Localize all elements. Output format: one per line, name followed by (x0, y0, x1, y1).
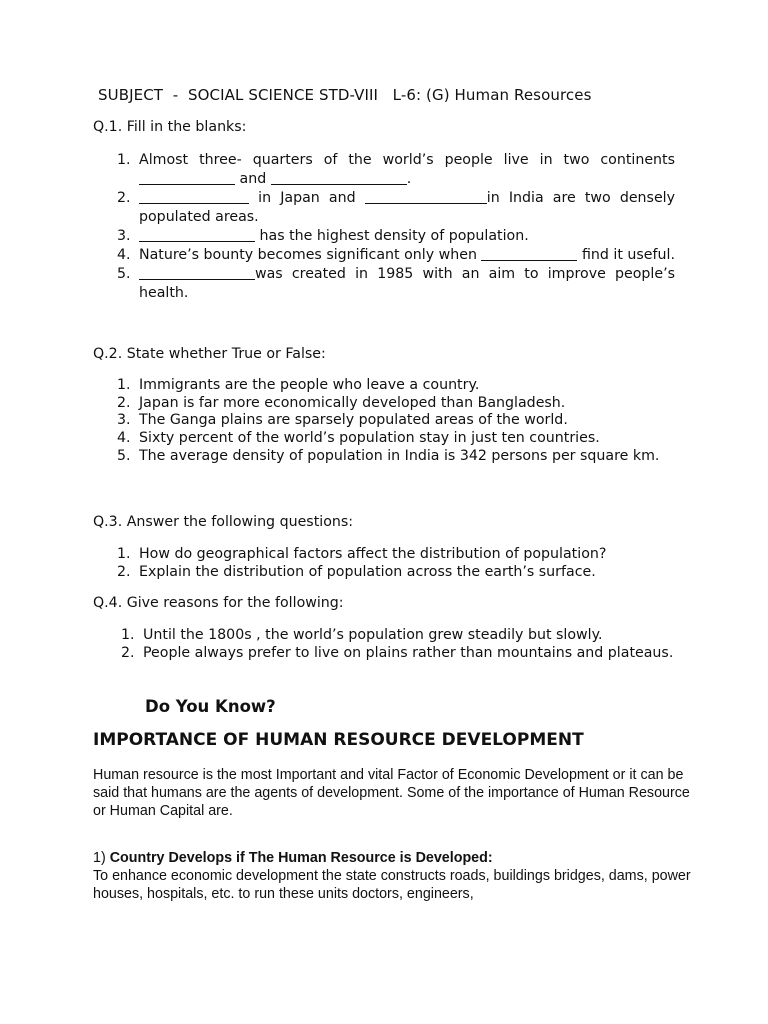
list-item: 2. People always prefer to live on plains rather than mountains and plateaus. (121, 645, 674, 661)
list-item: 1. Until the 1800s , the world’s population grew steadily but slowly. (121, 627, 603, 643)
q4-list (121, 626, 675, 663)
list-item: 4. Sixty percent of the world’s population stay in just ten countries. (117, 429, 600, 446)
q2-heading: Q.2. State whether True or False: (93, 346, 326, 362)
list-item: 1. Almost three- quarters of the world’s people live in two continents and . (117, 152, 675, 187)
section-1 (93, 849, 693, 903)
q3-heading: Q.3. Answer the following questions: (93, 514, 354, 530)
q1-list (117, 151, 676, 303)
q1-heading: Q.1. Fill in the blanks: (93, 119, 247, 135)
list-item: 4. Nature’s bounty becomes significant only when find it useful. (117, 247, 675, 263)
q4-heading: Q.4. Give reasons for the following: (93, 595, 344, 611)
list-item: 1. Immigrants are the people who leave a country. (117, 377, 480, 393)
importance-title: IMPORTANCE OF HUMAN RESOURCE DEVELOPMENT (93, 730, 584, 750)
blank-line (139, 227, 255, 242)
list-item: 5. The average density of population in India is 342 persons per square km. (117, 448, 660, 464)
list-item: 3. The Ganga plains are sparsely populated areas of the world. (117, 412, 568, 428)
subject-header: SUBJECT - SOCIAL SCIENCE STD-VIII L-6: (G) Human Resources (98, 86, 592, 104)
blank-line (271, 170, 407, 185)
list-item: 3. has the highest density of population. (117, 228, 529, 244)
blank-line (139, 265, 255, 280)
blank-line (139, 189, 249, 204)
list-item: 2. Explain the distribution of population across the earth’s surface. (117, 564, 596, 580)
blank-line (365, 189, 487, 204)
list-item: 1. How do geographical factors affect the distribution of population? (117, 546, 607, 562)
list-item: 2. Japan is far more economically developed than Bangladesh. (117, 394, 566, 411)
section-number: 1) (93, 850, 106, 866)
blank-line (139, 170, 235, 185)
list-item: 5. was created in 1985 with an aim to improve people’s health. (117, 266, 675, 301)
section-title: Country Develops if The Human Resource is Developed: (109, 850, 493, 866)
importance-paragraph: Human resource is the most Important and vital Factor of Economic Development or it can be said that humans are the agents of development. Some of the importance of Human Resource or Human Capital are. (93, 767, 690, 819)
section-text: To enhance economic development the state constructs roads, buildings bridges, dams, power houses, hospitals, etc. to run these units doctors, engineers, (93, 868, 691, 902)
do-you-know-heading: Do You Know? (145, 697, 276, 716)
list-item: 2. in Japan and in India are two densely populated areas. (117, 190, 676, 225)
q2-list (117, 377, 675, 466)
blank-line (481, 246, 577, 261)
q3-list (117, 545, 675, 581)
